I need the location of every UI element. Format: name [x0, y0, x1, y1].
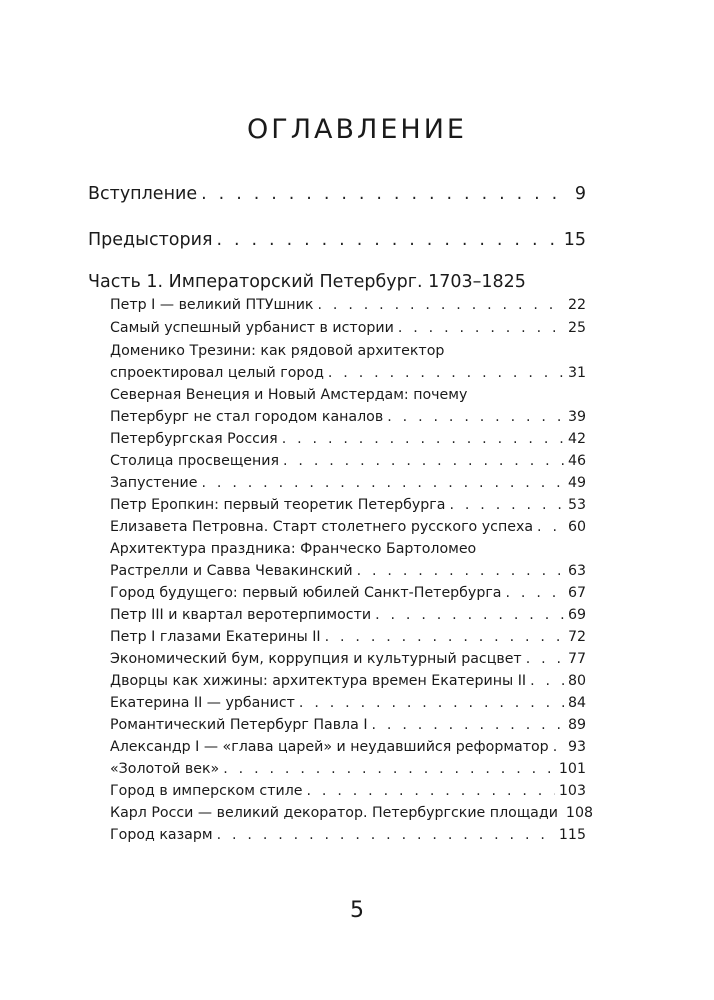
toc-entry-label: Самый успешный урбанист в истории [110, 320, 394, 336]
toc-entry[interactable] [110, 585, 586, 601]
toc-entry[interactable] [110, 607, 586, 623]
toc-entry[interactable] [110, 651, 586, 667]
toc-entry-page: 84 [567, 695, 586, 711]
leader-dots [449, 497, 564, 513]
toc-entry-label: Петр I — великий ПТУшник [110, 297, 314, 313]
leader-dots [216, 230, 559, 250]
toc-entry-page: 89 [567, 717, 586, 733]
leader-dots [201, 475, 563, 491]
toc-entry[interactable] [110, 497, 586, 513]
toc-entry-label: Дворцы как хижины: архитектура времен Екатерины II [110, 673, 527, 689]
toc-entry-label: Город будущего: первый юбилей Санкт-Петербурга [110, 585, 502, 601]
leader-dots [537, 519, 564, 535]
toc-entry-line: Архитектура праздника: Франческо Бартоломео [110, 541, 477, 557]
leader-dots [398, 320, 564, 336]
toc-entry-label: Екатерина II — урбанист [110, 695, 295, 711]
leader-dots [357, 563, 564, 579]
toc-entry[interactable] [110, 695, 586, 711]
toc-entry-label: Петр I глазами Екатерины II [110, 629, 321, 645]
toc-entry-page: 31 [567, 365, 586, 381]
toc-entry-page: 103 [558, 783, 586, 799]
toc-entry-label: Петербург не стал городом каналов [110, 409, 384, 425]
toc-entry-page: 77 [567, 651, 586, 667]
part-heading: Часть 1. Императорский Петербург. 1703–1825 [88, 272, 526, 292]
toc-entry-page: 46 [567, 453, 586, 469]
toc-entry[interactable] [110, 717, 586, 733]
leader-dots [217, 827, 555, 843]
toc-entry-label: Вступление [88, 184, 198, 204]
leader-dots [318, 297, 564, 313]
leader-dots [505, 585, 563, 601]
toc-entry-page: 69 [567, 607, 586, 623]
toc-entry-page: 9 [574, 184, 586, 204]
toc-entry[interactable] [110, 519, 586, 535]
toc-entry[interactable] [110, 673, 586, 689]
toc-entry-page: 15 [563, 230, 586, 250]
leader-dots [299, 695, 564, 711]
toc-entry-page: 63 [567, 563, 586, 579]
toc-entry[interactable] [110, 431, 586, 447]
leader-dots [325, 629, 564, 645]
toc-entry-line: Доменико Трезини: как рядовой архитектор [110, 343, 445, 359]
leader-dots [307, 783, 555, 799]
toc-entry[interactable] [110, 365, 586, 381]
toc-entry[interactable] [110, 805, 594, 821]
leader-dots [282, 431, 564, 447]
toc-entry-page: 42 [567, 431, 586, 447]
leader-dots [387, 409, 564, 425]
toc-entry[interactable] [110, 783, 586, 799]
leader-dots [201, 184, 571, 204]
toc-entry-label: Александр I — «глава царей» и неудавшийся реформатор [110, 739, 549, 755]
toc-entry-page: 60 [567, 519, 586, 535]
toc-entry-page: 49 [567, 475, 586, 491]
toc-entry-label: Петр III и квартал веротерпимости [110, 607, 372, 623]
toc-entry-page: 22 [567, 297, 586, 313]
toc-entry-page: 53 [567, 497, 586, 513]
toc-entry[interactable] [110, 409, 586, 425]
toc-entry[interactable] [110, 563, 586, 579]
leader-dots [223, 761, 555, 777]
toc-entry-label: Город в имперском стиле [110, 783, 303, 799]
toc-entry-page: 108 [565, 805, 594, 821]
leader-dots [283, 453, 564, 469]
toc-entry-label: Романтический Петербург Павла I [110, 717, 368, 733]
toc-entry[interactable] [110, 739, 586, 755]
toc-entry-page: 80 [567, 673, 586, 689]
toc-entry-intro[interactable] [88, 184, 586, 204]
page-title: ОГЛАВЛЕНИЕ [247, 114, 467, 145]
toc-entry-label: Город казарм [110, 827, 213, 843]
toc-entry-label: спроектировал целый город [110, 365, 324, 381]
toc-entry-line: Северная Венеция и Новый Амстердам: почему [110, 387, 468, 403]
leader-dots [530, 673, 564, 689]
toc-entry-page: 72 [567, 629, 586, 645]
toc-entry-label: Экономический бум, коррупция и культурный расцвет [110, 651, 522, 667]
leader-dots [553, 739, 564, 755]
toc-entry-page: 101 [558, 761, 586, 777]
toc-entry-label: Столица просвещения [110, 453, 279, 469]
toc-entry-label: Петр Еропкин: первый теоретик Петербурга [110, 497, 446, 513]
toc-entry-label: Запустение [110, 475, 198, 491]
toc-entry-page: 39 [567, 409, 586, 425]
toc-entry-label: Петербургская Россия [110, 431, 278, 447]
toc-entry[interactable] [110, 629, 586, 645]
leader-dots [526, 651, 564, 667]
toc-entry[interactable] [110, 320, 586, 336]
toc-entry-page: 93 [567, 739, 586, 755]
toc-entry-label: «Золотой век» [110, 761, 220, 777]
toc-entry-label: Растрелли и Савва Чевакинский [110, 563, 353, 579]
toc-entry-label: Елизавета Петровна. Старт столетнего русского успеха [110, 519, 534, 535]
toc-entry[interactable] [110, 297, 586, 313]
toc-entry[interactable] [110, 827, 586, 843]
toc-entry-page: 67 [567, 585, 586, 601]
toc-entry[interactable] [110, 453, 586, 469]
toc-entry[interactable] [110, 761, 586, 777]
toc-entry-label: Карл Росси — великий декоратор. Петербургские площади [110, 805, 558, 821]
leader-dots [372, 717, 564, 733]
leader-dots [328, 365, 564, 381]
page-number: 5 [350, 898, 364, 923]
toc-entry[interactable] [110, 475, 586, 491]
toc-entry-page: 115 [558, 827, 586, 843]
leader-dots [375, 607, 564, 623]
toc-entry-prehistory[interactable] [88, 230, 586, 250]
toc-entry-label: Предыстория [88, 230, 213, 250]
toc-entry-page: 25 [567, 320, 586, 336]
